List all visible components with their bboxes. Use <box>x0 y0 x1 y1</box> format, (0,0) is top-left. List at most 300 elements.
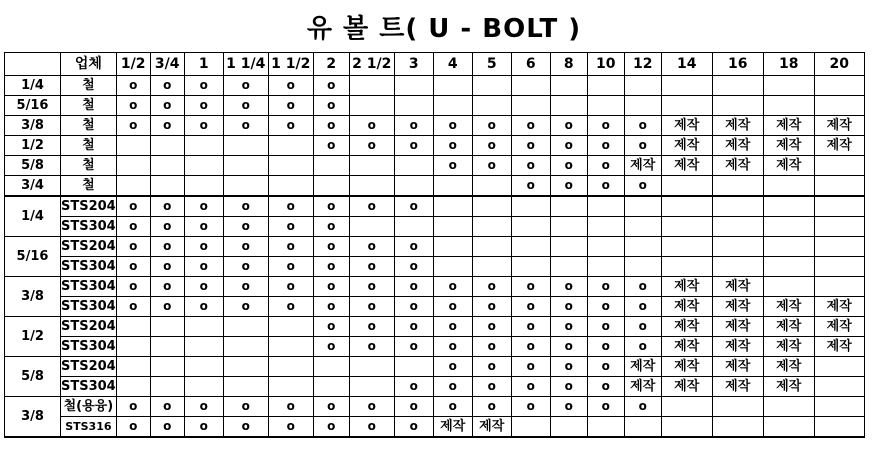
available-mark: o <box>624 136 661 156</box>
empty-cell <box>349 357 394 377</box>
table-row <box>5 377 865 397</box>
available-mark: o <box>268 297 313 317</box>
available-mark: o <box>624 397 661 417</box>
empty-cell <box>814 196 864 217</box>
available-mark: o <box>184 297 223 317</box>
empty-cell <box>511 257 550 277</box>
material-cell: 철 <box>61 136 117 156</box>
available-mark: o <box>313 417 349 438</box>
empty-cell <box>223 377 268 397</box>
empty-cell <box>814 96 864 116</box>
empty-cell <box>433 76 472 96</box>
available-mark: o <box>184 277 223 297</box>
empty-cell <box>472 237 511 257</box>
empty-cell <box>394 156 433 176</box>
material-header: 업체 <box>61 53 117 76</box>
empty-cell <box>661 417 712 438</box>
available-mark: o <box>550 397 587 417</box>
available-mark: o <box>511 337 550 357</box>
table-row <box>5 297 865 317</box>
available-mark: o <box>511 377 550 397</box>
available-mark: o <box>433 377 472 397</box>
empty-cell <box>223 136 268 156</box>
available-mark: o <box>313 136 349 156</box>
empty-cell <box>550 257 587 277</box>
available-mark: o <box>223 76 268 96</box>
available-mark: o <box>150 277 184 297</box>
empty-cell <box>150 377 184 397</box>
empty-cell <box>763 96 814 116</box>
custom-make-mark: 제작 <box>814 317 864 337</box>
available-mark: o <box>116 397 150 417</box>
empty-cell <box>223 337 268 357</box>
empty-cell <box>268 156 313 176</box>
available-mark: o <box>472 317 511 337</box>
empty-cell <box>814 277 864 297</box>
custom-make-mark: 제작 <box>814 337 864 357</box>
material-cell: STS304 <box>61 257 117 277</box>
available-mark: o <box>116 196 150 217</box>
spec-table <box>4 52 865 438</box>
available-mark: o <box>313 257 349 277</box>
empty-cell <box>712 217 763 237</box>
empty-cell <box>433 176 472 197</box>
size-header: 18 <box>763 53 814 76</box>
custom-make-mark: 제작 <box>712 277 763 297</box>
empty-cell <box>150 136 184 156</box>
bolt-size-label: 5/16 <box>5 237 61 277</box>
empty-cell <box>184 156 223 176</box>
available-mark: o <box>223 96 268 116</box>
available-mark: o <box>223 297 268 317</box>
available-mark: o <box>116 297 150 317</box>
available-mark: o <box>184 417 223 438</box>
size-header: 3/4 <box>150 53 184 76</box>
bolt-size-label: 5/8 <box>5 357 61 397</box>
table-row <box>5 257 865 277</box>
empty-cell <box>763 176 814 197</box>
material-cell: STS304 <box>61 337 117 357</box>
custom-make-mark: 제작 <box>624 156 661 176</box>
custom-make-mark: 제작 <box>712 377 763 397</box>
available-mark: o <box>313 116 349 136</box>
bolt-size-label: 1/2 <box>5 136 61 156</box>
empty-cell <box>433 257 472 277</box>
bolt-size-label: 3/8 <box>5 277 61 317</box>
custom-make-mark: 제작 <box>763 136 814 156</box>
empty-cell <box>814 76 864 96</box>
available-mark: o <box>433 116 472 136</box>
available-mark: o <box>268 76 313 96</box>
available-mark: o <box>223 217 268 237</box>
table-row <box>5 237 865 257</box>
available-mark: o <box>587 156 624 176</box>
available-mark: o <box>268 257 313 277</box>
available-mark: o <box>313 237 349 257</box>
table-row <box>5 317 865 337</box>
empty-cell <box>624 196 661 217</box>
available-mark: o <box>268 96 313 116</box>
empty-cell <box>712 196 763 217</box>
available-mark: o <box>394 397 433 417</box>
empty-cell <box>116 357 150 377</box>
empty-cell <box>763 196 814 217</box>
empty-cell <box>150 176 184 197</box>
empty-cell <box>661 76 712 96</box>
available-mark: o <box>587 297 624 317</box>
empty-cell <box>116 136 150 156</box>
empty-cell <box>433 237 472 257</box>
bolt-size-label: 1/2 <box>5 317 61 357</box>
header-corner-cell <box>5 53 61 76</box>
empty-cell <box>394 96 433 116</box>
empty-cell <box>624 257 661 277</box>
available-mark: o <box>313 96 349 116</box>
size-header: 6 <box>511 53 550 76</box>
table-row <box>5 217 865 237</box>
empty-cell <box>116 317 150 337</box>
available-mark: o <box>349 337 394 357</box>
available-mark: o <box>349 297 394 317</box>
custom-make-mark: 제작 <box>472 417 511 438</box>
available-mark: o <box>433 357 472 377</box>
available-mark: o <box>349 397 394 417</box>
empty-cell <box>550 96 587 116</box>
available-mark: o <box>624 297 661 317</box>
empty-cell <box>511 217 550 237</box>
available-mark: o <box>150 257 184 277</box>
empty-cell <box>184 317 223 337</box>
empty-cell <box>550 237 587 257</box>
table-row <box>5 397 865 417</box>
bolt-size-label: 3/4 <box>5 176 61 197</box>
custom-make-mark: 제작 <box>661 156 712 176</box>
empty-cell <box>587 417 624 438</box>
custom-make-mark: 제작 <box>763 297 814 317</box>
available-mark: o <box>511 176 550 197</box>
available-mark: o <box>550 297 587 317</box>
available-mark: o <box>511 136 550 156</box>
empty-cell <box>268 176 313 197</box>
available-mark: o <box>116 237 150 257</box>
available-mark: o <box>116 217 150 237</box>
table-row <box>5 96 865 116</box>
empty-cell <box>587 237 624 257</box>
empty-cell <box>349 156 394 176</box>
empty-cell <box>184 377 223 397</box>
empty-cell <box>394 357 433 377</box>
available-mark: o <box>472 357 511 377</box>
header-row <box>5 53 865 76</box>
available-mark: o <box>550 176 587 197</box>
available-mark: o <box>587 397 624 417</box>
empty-cell <box>712 397 763 417</box>
empty-cell <box>661 196 712 217</box>
available-mark: o <box>184 116 223 136</box>
empty-cell <box>268 317 313 337</box>
size-header: 1 1/2 <box>268 53 313 76</box>
available-mark: o <box>184 96 223 116</box>
available-mark: o <box>394 337 433 357</box>
empty-cell <box>433 96 472 116</box>
available-mark: o <box>268 116 313 136</box>
available-mark: o <box>116 96 150 116</box>
bolt-size-label: 3/8 <box>5 116 61 136</box>
empty-cell <box>814 397 864 417</box>
empty-cell <box>763 417 814 438</box>
size-header: 20 <box>814 53 864 76</box>
material-cell: STS304 <box>61 217 117 237</box>
available-mark: o <box>150 116 184 136</box>
empty-cell <box>313 377 349 397</box>
available-mark: o <box>472 297 511 317</box>
available-mark: o <box>150 217 184 237</box>
material-cell: 철 <box>61 76 117 96</box>
empty-cell <box>268 136 313 156</box>
available-mark: o <box>550 156 587 176</box>
available-mark: o <box>511 116 550 136</box>
empty-cell <box>313 176 349 197</box>
empty-cell <box>433 196 472 217</box>
custom-make-mark: 제작 <box>712 337 763 357</box>
available-mark: o <box>511 297 550 317</box>
empty-cell <box>116 337 150 357</box>
material-cell: STS204 <box>61 317 117 337</box>
available-mark: o <box>313 397 349 417</box>
size-header: 2 <box>313 53 349 76</box>
available-mark: o <box>433 317 472 337</box>
empty-cell <box>184 337 223 357</box>
table-row <box>5 176 865 197</box>
available-mark: o <box>550 377 587 397</box>
available-mark: o <box>313 217 349 237</box>
available-mark: o <box>587 357 624 377</box>
empty-cell <box>184 176 223 197</box>
bolt-size-label: 5/8 <box>5 156 61 176</box>
material-cell: 철 <box>61 176 117 197</box>
available-mark: o <box>223 397 268 417</box>
size-header: 1/2 <box>116 53 150 76</box>
empty-cell <box>223 176 268 197</box>
empty-cell <box>511 417 550 438</box>
empty-cell <box>394 217 433 237</box>
custom-make-mark: 제작 <box>712 317 763 337</box>
available-mark: o <box>472 116 511 136</box>
available-mark: o <box>472 156 511 176</box>
available-mark: o <box>511 156 550 176</box>
bolt-size-label: 3/8 <box>5 397 61 438</box>
empty-cell <box>472 257 511 277</box>
empty-cell <box>349 76 394 96</box>
empty-cell <box>472 196 511 217</box>
custom-make-mark: 제작 <box>661 377 712 397</box>
available-mark: o <box>550 357 587 377</box>
available-mark: o <box>394 237 433 257</box>
empty-cell <box>763 217 814 237</box>
custom-make-mark: 제작 <box>814 136 864 156</box>
material-cell: 철 <box>61 96 117 116</box>
available-mark: o <box>313 297 349 317</box>
empty-cell <box>814 237 864 257</box>
available-mark: o <box>268 217 313 237</box>
empty-cell <box>661 96 712 116</box>
empty-cell <box>661 176 712 197</box>
available-mark: o <box>624 277 661 297</box>
available-mark: o <box>313 196 349 217</box>
available-mark: o <box>268 397 313 417</box>
material-cell: STS304 <box>61 277 117 297</box>
custom-make-mark: 제작 <box>661 317 712 337</box>
available-mark: o <box>472 337 511 357</box>
empty-cell <box>472 96 511 116</box>
available-mark: o <box>472 377 511 397</box>
available-mark: o <box>550 136 587 156</box>
custom-make-mark: 제작 <box>763 116 814 136</box>
available-mark: o <box>624 317 661 337</box>
table-row <box>5 76 865 96</box>
custom-make-mark: 제작 <box>712 136 763 156</box>
empty-cell <box>712 417 763 438</box>
empty-cell <box>763 397 814 417</box>
available-mark: o <box>184 397 223 417</box>
available-mark: o <box>313 337 349 357</box>
available-mark: o <box>433 277 472 297</box>
available-mark: o <box>223 417 268 438</box>
custom-make-mark: 제작 <box>814 116 864 136</box>
available-mark: o <box>268 196 313 217</box>
custom-make-mark: 제작 <box>661 337 712 357</box>
available-mark: o <box>624 337 661 357</box>
custom-make-mark: 제작 <box>763 337 814 357</box>
empty-cell <box>223 156 268 176</box>
available-mark: o <box>150 417 184 438</box>
available-mark: o <box>433 156 472 176</box>
available-mark: o <box>587 377 624 397</box>
custom-make-mark: 제작 <box>763 317 814 337</box>
available-mark: o <box>394 136 433 156</box>
available-mark: o <box>472 397 511 417</box>
table-row <box>5 116 865 136</box>
table-row <box>5 417 865 438</box>
bolt-size-label: 1/4 <box>5 76 61 96</box>
available-mark: o <box>587 116 624 136</box>
available-mark: o <box>184 76 223 96</box>
available-mark: o <box>349 417 394 438</box>
empty-cell <box>511 237 550 257</box>
custom-make-mark: 제작 <box>433 417 472 438</box>
empty-cell <box>394 176 433 197</box>
available-mark: o <box>433 337 472 357</box>
empty-cell <box>587 217 624 237</box>
available-mark: o <box>150 96 184 116</box>
available-mark: o <box>472 277 511 297</box>
available-mark: o <box>116 417 150 438</box>
available-mark: o <box>394 417 433 438</box>
available-mark: o <box>313 76 349 96</box>
empty-cell <box>587 76 624 96</box>
empty-cell <box>511 96 550 116</box>
empty-cell <box>511 196 550 217</box>
empty-cell <box>587 96 624 116</box>
empty-cell <box>814 156 864 176</box>
material-cell: STS304 <box>61 297 117 317</box>
material-cell: STS304 <box>61 377 117 397</box>
empty-cell <box>624 96 661 116</box>
empty-cell <box>661 217 712 237</box>
empty-cell <box>624 76 661 96</box>
empty-cell <box>712 76 763 96</box>
material-cell: 철 <box>61 116 117 136</box>
available-mark: o <box>150 297 184 317</box>
empty-cell <box>587 196 624 217</box>
empty-cell <box>624 217 661 237</box>
custom-make-mark: 제작 <box>712 357 763 377</box>
empty-cell <box>763 237 814 257</box>
empty-cell <box>587 257 624 277</box>
empty-cell <box>472 217 511 237</box>
empty-cell <box>116 176 150 197</box>
available-mark: o <box>349 136 394 156</box>
available-mark: o <box>349 237 394 257</box>
empty-cell <box>712 237 763 257</box>
available-mark: o <box>472 136 511 156</box>
empty-cell <box>313 156 349 176</box>
available-mark: o <box>587 317 624 337</box>
available-mark: o <box>223 277 268 297</box>
material-cell: STS316 <box>61 417 117 438</box>
empty-cell <box>550 417 587 438</box>
available-mark: o <box>550 277 587 297</box>
table-row <box>5 357 865 377</box>
size-header: 1 1/4 <box>223 53 268 76</box>
empty-cell <box>814 257 864 277</box>
empty-cell <box>712 176 763 197</box>
available-mark: o <box>433 297 472 317</box>
available-mark: o <box>116 277 150 297</box>
custom-make-mark: 제작 <box>624 377 661 397</box>
empty-cell <box>763 76 814 96</box>
available-mark: o <box>550 317 587 337</box>
table-row <box>5 277 865 297</box>
available-mark: o <box>550 337 587 357</box>
available-mark: o <box>511 357 550 377</box>
empty-cell <box>184 136 223 156</box>
available-mark: o <box>150 196 184 217</box>
available-mark: o <box>349 277 394 297</box>
size-header: 16 <box>712 53 763 76</box>
size-header: 14 <box>661 53 712 76</box>
empty-cell <box>814 176 864 197</box>
available-mark: o <box>349 317 394 337</box>
empty-cell <box>150 337 184 357</box>
empty-cell <box>814 357 864 377</box>
custom-make-mark: 제작 <box>763 156 814 176</box>
empty-cell <box>349 377 394 397</box>
available-mark: o <box>116 76 150 96</box>
material-cell: 철 <box>61 156 117 176</box>
size-header: 12 <box>624 53 661 76</box>
table-row <box>5 156 865 176</box>
empty-cell <box>150 156 184 176</box>
available-mark: o <box>394 317 433 337</box>
empty-cell <box>511 76 550 96</box>
empty-cell <box>313 357 349 377</box>
custom-make-mark: 제작 <box>712 156 763 176</box>
available-mark: o <box>394 196 433 217</box>
available-mark: o <box>313 277 349 297</box>
empty-cell <box>349 176 394 197</box>
available-mark: o <box>624 116 661 136</box>
